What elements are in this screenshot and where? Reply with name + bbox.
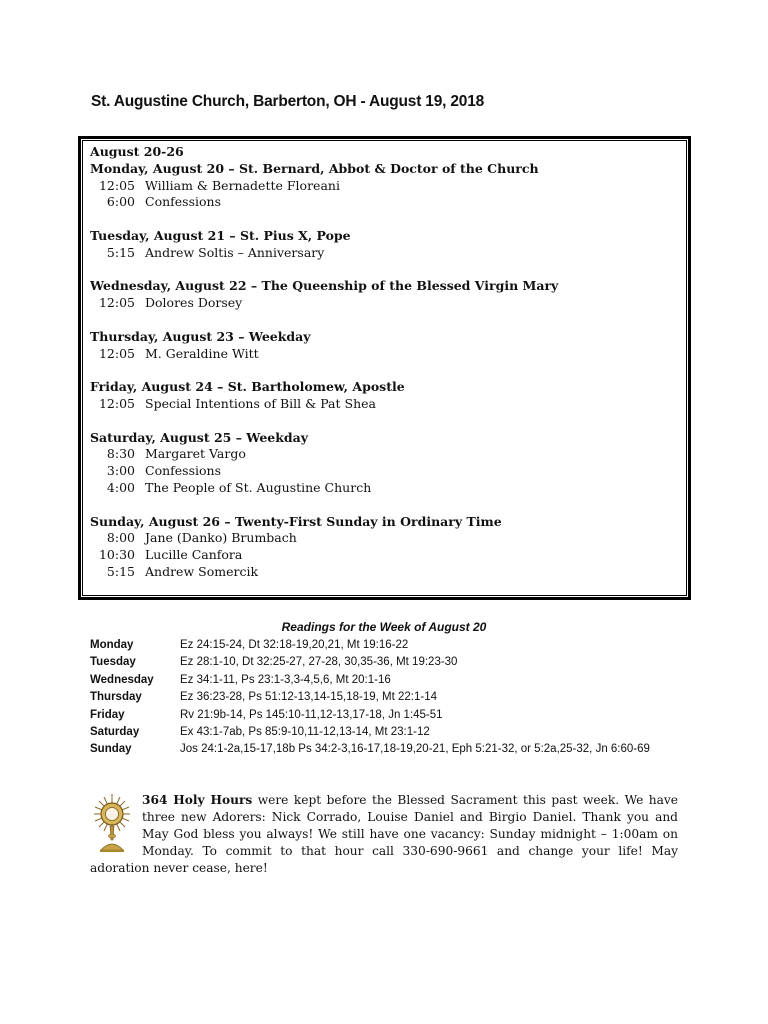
reading-day: Saturday (90, 726, 140, 739)
week-range: August 20-26 (90, 144, 184, 159)
mass-intention: Confessions (145, 463, 221, 479)
mass-time: 5:15 (106, 244, 135, 260)
mass-entry (90, 178, 680, 195)
reading-row (90, 654, 690, 671)
reading-text: Ez 28:1-10, Dt 32:25-27, 27-28, 30,35-36, Mt 19:23-30 (180, 656, 458, 669)
mass-entry (90, 547, 680, 564)
mass-entry (90, 245, 680, 262)
mass-intention: Confessions (145, 194, 221, 210)
mass-intention: Andrew Soltis – Anniversary (145, 244, 325, 260)
reading-day: Sunday (90, 743, 132, 756)
mass-intention: M. Geraldine Witt (145, 345, 259, 361)
reading-row (90, 672, 690, 689)
mass-time: 4:00 (106, 479, 135, 495)
mass-time: 5:15 (106, 563, 135, 579)
mass-schedule (90, 144, 680, 581)
day-heading: Sunday, August 26 – Twenty-First Sunday in Ordinary Time (90, 513, 502, 529)
reading-day: Thursday (90, 691, 142, 704)
mass-time: 12:05 (98, 177, 135, 193)
day-heading: Thursday, August 23 – Weekday (90, 328, 311, 344)
reading-row (90, 689, 690, 706)
mass-entry (90, 463, 680, 480)
page-title: St. Augustine Church, Barberton, OH - August 19, 2018 (91, 93, 485, 110)
holy-hours-count: 364 Holy Hours (142, 793, 253, 807)
day-heading: Wednesday, August 22 – The Queenship of the Blessed Virgin Mary (90, 278, 559, 294)
mass-time: 8:30 (106, 446, 135, 462)
reading-text: Ez 36:23-28, Ps 51:12-13,14-15,18-19, Mt 22:1-14 (180, 691, 437, 704)
mass-intention: Andrew Somercik (145, 563, 259, 579)
mass-time: 3:00 (106, 463, 135, 479)
mass-intention: Margaret Vargo (145, 446, 246, 462)
reading-row (90, 741, 690, 758)
day-heading: Friday, August 24 – St. Bartholomew, Apostle (90, 379, 405, 395)
mass-entry (90, 446, 680, 463)
mass-intention: Dolores Dorsey (145, 295, 243, 311)
mass-entry (90, 295, 680, 312)
adoration-text: were kept before the Blessed Sacrament this past week. We have three new Adorers: Nick Corrado, Louise Daniel and Birgio Daniel. Thank you and May God bless you always! We still have one vacancy: Sunday midnight – 1:00am on Monday. To commit to that hour call 330-690-9661 and change your life! May adoration never cease, here! (90, 793, 678, 875)
reading-day: Tuesday (90, 656, 136, 669)
reading-text: Rv 21:9b-14, Ps 145:10-11,12-13,17-18, Jn 1:45-51 (180, 708, 443, 721)
reading-text: Ex 43:1-7ab, Ps 85:9-10,11-12,13-14, Mt 23:1-12 (180, 726, 430, 739)
adoration-notice (90, 792, 678, 877)
readings-table (90, 637, 690, 759)
mass-intention: Special Intentions of Bill & Pat Shea (145, 395, 376, 411)
mass-entry (90, 564, 680, 581)
reading-text: Ez 34:1-11, Ps 23:1-3,3-4,5,6, Mt 20:1-16 (180, 673, 391, 686)
mass-intention: The People of St. Augustine Church (145, 479, 372, 495)
day-heading: Tuesday, August 21 – St. Pius X, Pope (90, 227, 351, 243)
reading-row (90, 637, 690, 654)
reading-day: Monday (90, 639, 134, 651)
reading-day: Wednesday (90, 673, 154, 686)
reading-text: Ez 24:15-24, Dt 32:18-19,20,21, Mt 19:16-22 (180, 639, 409, 651)
mass-intention: Jane (Danko) Brumbach (145, 530, 297, 546)
mass-time: 12:05 (98, 345, 135, 361)
mass-entry (90, 194, 680, 211)
mass-intention: William & Bernadette Floreani (145, 177, 340, 193)
mass-time: 8:00 (106, 530, 135, 546)
mass-entry (90, 346, 680, 363)
mass-time: 12:05 (98, 295, 135, 311)
mass-time: 12:05 (98, 395, 135, 411)
reading-text: Jos 24:1-2a,15-17,18b Ps 34:2-3,16-17,18-19,20-21, Eph 5:21-32, or 5:2a,25-32, Jn 6:60-69 (180, 743, 650, 756)
reading-row (90, 724, 690, 741)
day-heading: Saturday, August 25 – Weekday (90, 429, 308, 445)
reading-day: Friday (90, 708, 125, 721)
mass-entry (90, 480, 680, 497)
mass-entry (90, 530, 680, 547)
day-heading: Monday, August 20 – St. Bernard, Abbot & Doctor of the Church (90, 160, 539, 176)
mass-time: 10:30 (98, 547, 135, 563)
mass-time: 6:00 (106, 194, 135, 210)
readings-heading: Readings for the Week of August 20 (281, 620, 487, 634)
monstrance-icon (90, 792, 134, 854)
reading-row (90, 707, 690, 724)
mass-entry (90, 396, 680, 413)
mass-intention: Lucille Canfora (145, 547, 243, 563)
